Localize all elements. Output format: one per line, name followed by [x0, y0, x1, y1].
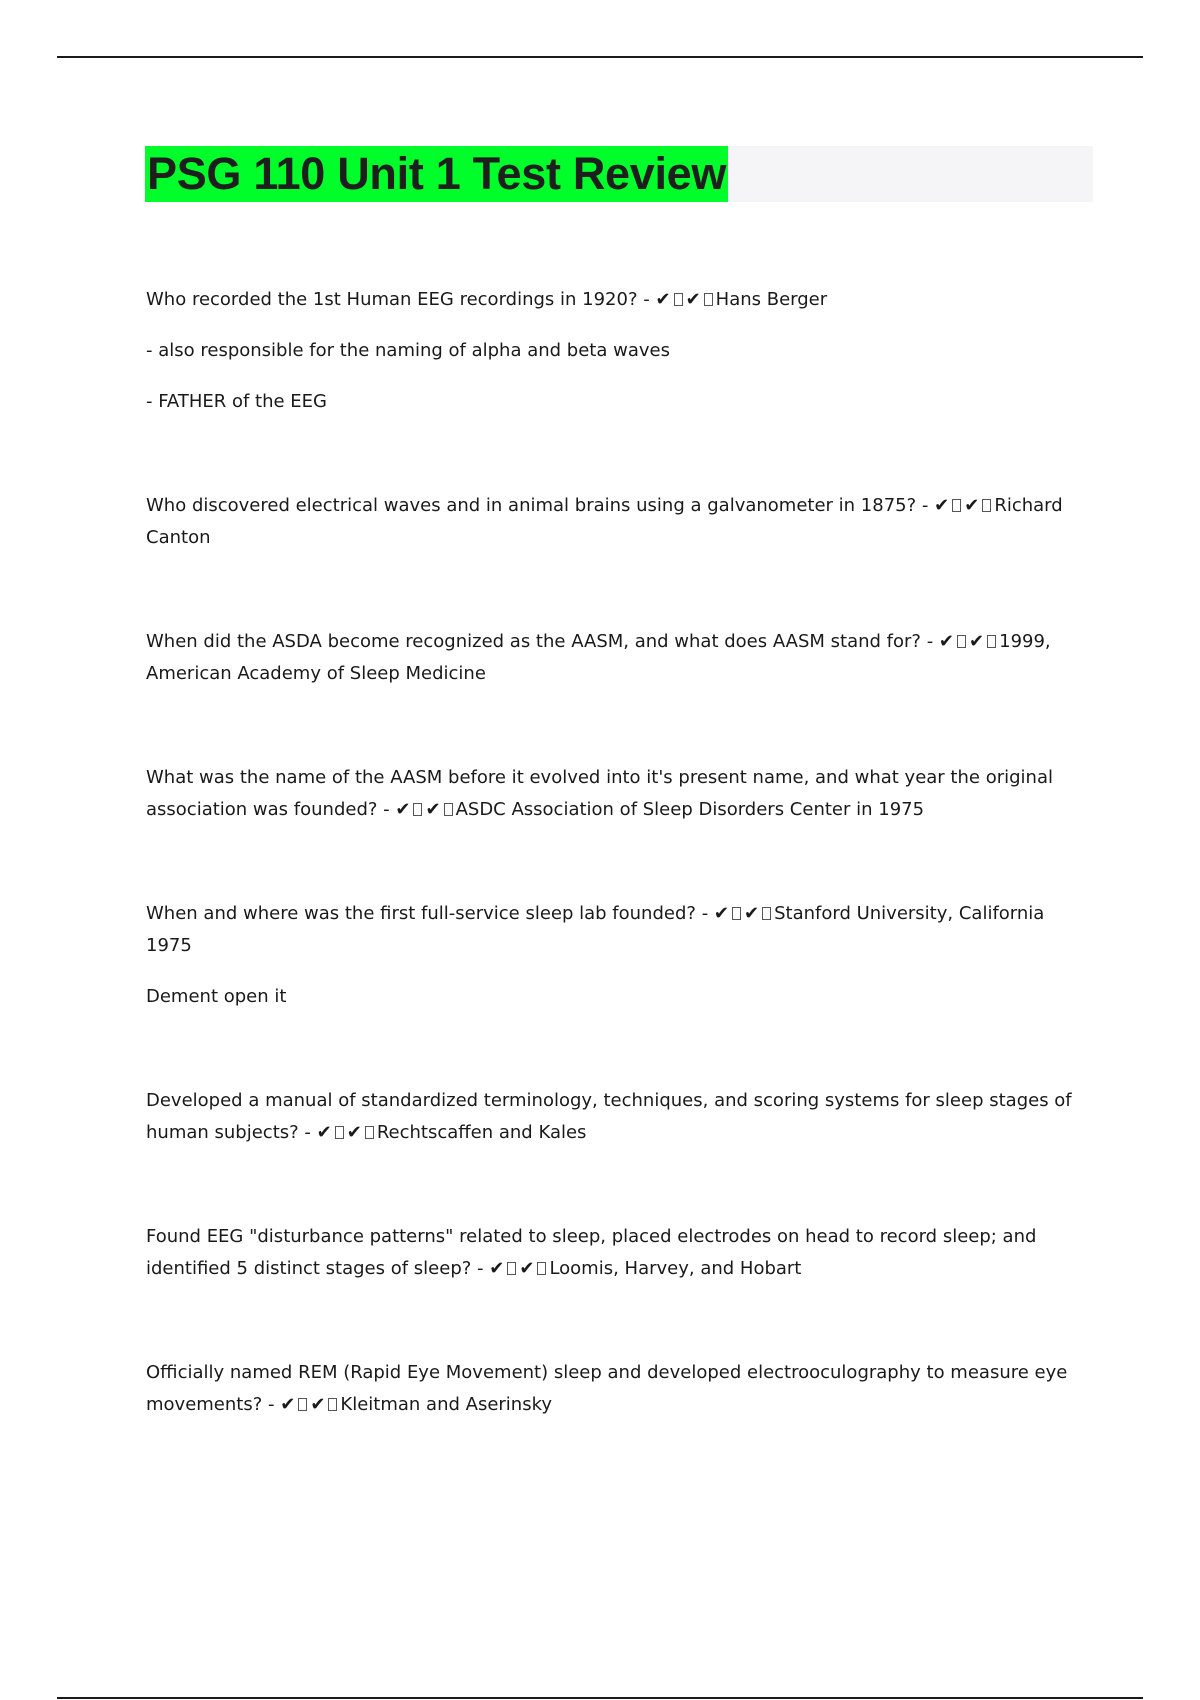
qa-item: [146, 1357, 1086, 1421]
bottom-rule: [57, 1697, 1143, 1699]
qa-line: [146, 1221, 1086, 1285]
qa-line: [146, 898, 1086, 962]
review-content: [146, 284, 1086, 1421]
qa-line: [146, 1357, 1086, 1421]
qa-line: [146, 626, 1086, 690]
question-text: Developed a manual of standardized terminology, techniques, and scoring systems for sleep stages of human subjects?: [146, 1090, 1072, 1143]
top-rule: [57, 56, 1143, 58]
question-text: When and where was the first full-service sleep lab founded?: [146, 903, 696, 924]
answer-text: Hans Berger: [715, 289, 828, 310]
qa-line: [146, 284, 1086, 316]
question-text: Found EEG "disturbance patterns" related to sleep, placed electrodes on head to record sleep; and identified 5 distinct stages of sleep?: [146, 1226, 1037, 1279]
note-line: - FATHER of the EEG: [146, 391, 327, 412]
check-marks-icon: - ✔ ✔: [922, 495, 994, 516]
answer-text: Kleitman and Aserinsky: [340, 1394, 553, 1415]
page-title: PSG 110 Unit 1 Test Review: [145, 146, 728, 202]
answer-text: ASDC Association of Sleep Disorders Center in 1975: [455, 799, 925, 820]
qa-item: [146, 284, 1086, 418]
question-text: Who recorded the 1st Human EEG recordings in 1920?: [146, 289, 638, 310]
question-text: Officially named REM (Rapid Eye Movement) sleep and developed electrooculography to measure eye movements?: [146, 1362, 1068, 1415]
note-line: - also responsible for the naming of alpha and beta waves: [146, 340, 670, 361]
qa-line: [146, 1085, 1086, 1149]
question-text: When did the ASDA become recognized as the AASM, and what does AASM stand for?: [146, 631, 921, 652]
qa-item: [146, 490, 1086, 554]
qa-item: [146, 762, 1086, 826]
check-marks-icon: - ✔ ✔: [927, 631, 999, 652]
qa-item: [146, 1221, 1086, 1285]
answer-text: Richard Canton: [146, 495, 1063, 548]
qa-item: [146, 626, 1086, 690]
check-marks-icon: - ✔ ✔: [383, 799, 455, 820]
qa-item: [146, 1085, 1086, 1149]
check-marks-icon: - ✔ ✔: [702, 903, 774, 924]
question-text: What was the name of the AASM before it evolved into it's present name, and what year the original association was founded?: [146, 767, 1053, 820]
qa-line: [146, 762, 1086, 826]
qa-item: [146, 898, 1086, 1013]
check-marks-icon: - ✔ ✔: [643, 289, 715, 310]
answer-text: 1999, American Academy of Sleep Medicine: [146, 631, 1051, 684]
check-marks-icon: - ✔ ✔: [268, 1394, 340, 1415]
question-text: Who discovered electrical waves and in animal brains using a galvanometer in 1875?: [146, 495, 917, 516]
answer-text: Loomis, Harvey, and Hobart: [549, 1258, 802, 1279]
check-marks-icon: - ✔ ✔: [304, 1122, 376, 1143]
qa-line: [146, 490, 1086, 554]
note-line: Dement open it: [146, 986, 287, 1007]
check-marks-icon: - ✔ ✔: [477, 1258, 549, 1279]
answer-text: Stanford University, California 1975: [146, 903, 1045, 956]
answer-text: Rechtscaffen and Kales: [376, 1122, 587, 1143]
